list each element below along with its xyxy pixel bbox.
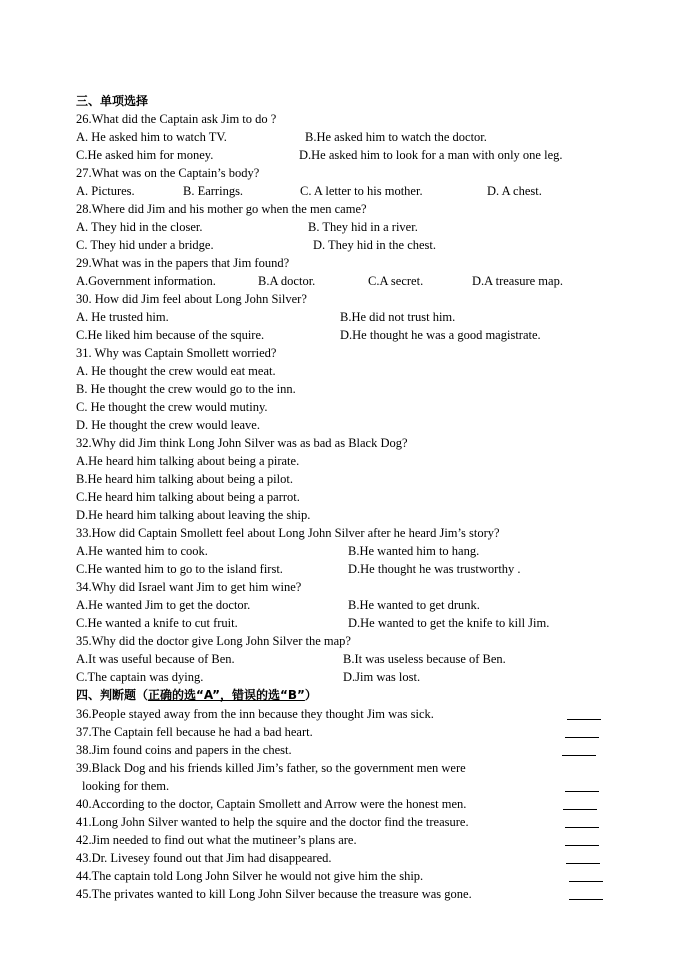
tf-item-39-continued: looking for them. — [82, 779, 170, 793]
question-32: 32.Why did Jim think Long John Silver was as bad as Black Dog? — [76, 436, 408, 450]
q27-option-b: B. Earrings. — [183, 184, 244, 198]
answer-blank-45[interactable] — [569, 899, 603, 900]
section-4-title-instruction: 正确的选“A”，错误的选“B” — [148, 688, 305, 702]
q33-option-b: B.He wanted him to hang. — [348, 544, 480, 558]
q35-option-b: B.It was useless because of Ben. — [343, 652, 506, 666]
q31-option-b: B. He thought the crew would go to the inn. — [76, 382, 296, 396]
tf-item-40: 40.According to the doctor, Captain Smollett and Arrow were the honest men. — [76, 797, 467, 811]
answer-blank-41[interactable] — [565, 827, 599, 828]
answer-blank-40[interactable] — [563, 809, 597, 810]
answer-blank-44[interactable] — [569, 881, 603, 882]
q32-option-a: A.He heard him talking about being a pirate. — [76, 454, 300, 468]
q29-option-d: D.A treasure map. — [472, 274, 563, 288]
answer-blank-42[interactable] — [565, 845, 599, 846]
q35-option-d: D.Jim was lost. — [343, 670, 421, 684]
q28-option-d: D. They hid in the chest. — [313, 238, 437, 252]
question-35: 35.Why did the doctor give Long John Silver the map? — [76, 634, 351, 648]
q35-option-c: C.The captain was dying. — [76, 670, 204, 684]
tf-item-44: 44.The captain told Long John Silver he would not give him the ship. — [76, 869, 424, 883]
q34-option-c: C.He wanted a knife to cut fruit. — [76, 616, 238, 630]
tf-item-36: 36.People stayed away from the inn because they thought Jim was sick. — [76, 707, 434, 721]
question-28: 28.Where did Jim and his mother go when the men came? — [76, 202, 367, 216]
section-4-title-suffix: ） — [304, 688, 317, 702]
tf-item-42: 42.Jim needed to find out what the mutineer’s plans are. — [76, 833, 357, 847]
q34-option-d: D.He wanted to get the knife to kill Jim. — [348, 616, 550, 630]
q27-option-a: A. Pictures. — [76, 184, 135, 198]
q33-option-d: D.He thought he was trustworthy . — [348, 562, 521, 576]
q34-option-b: B.He wanted to get drunk. — [348, 598, 480, 612]
question-26: 26.What did the Captain ask Jim to do ? — [76, 112, 277, 126]
q26-option-c: C.He asked him for money. — [76, 148, 214, 162]
question-33: 33.How did Captain Smollett feel about Long John Silver after he heard Jim’s story? — [76, 526, 500, 540]
question-34: 34.Why did Israel want Jim to get him wine? — [76, 580, 302, 594]
tf-item-38: 38.Jim found coins and papers in the chest. — [76, 743, 292, 757]
q33-option-a: A.He wanted him to cook. — [76, 544, 208, 558]
q31-option-c: C. He thought the crew would mutiny. — [76, 400, 268, 414]
q26-option-a: A. He asked him to watch TV. — [76, 130, 227, 144]
q30-option-d: D.He thought he was a good magistrate. — [340, 328, 541, 342]
q33-option-c: C.He wanted him to go to the island first. — [76, 562, 283, 576]
q26-option-d: D.He asked him to look for a man with only one leg. — [299, 148, 563, 162]
tf-item-45: 45.The privates wanted to kill Long John Silver because the treasure was gone. — [76, 887, 472, 901]
q27-option-d: D. A chest. — [487, 184, 542, 198]
q31-option-a: A. He thought the crew would eat meat. — [76, 364, 276, 378]
tf-item-39: 39.Black Dog and his friends killed Jim’s father, so the government men were — [76, 761, 466, 775]
tf-item-43: 43.Dr. Livesey found out that Jim had disappeared. — [76, 851, 332, 865]
q35-option-a: A.It was useful because of Ben. — [76, 652, 235, 666]
section-3-title: 三、单项选择 — [76, 94, 149, 108]
question-27: 27.What was on the Captain’s body? — [76, 166, 260, 180]
answer-blank-39[interactable] — [565, 791, 599, 792]
section-4-title — [76, 686, 317, 704]
question-31: 31. Why was Captain Smollett worried? — [76, 346, 277, 360]
q29-option-c: C.A secret. — [368, 274, 424, 288]
q30-option-b: B.He did not trust him. — [340, 310, 456, 324]
q28-option-a: A. They hid in the closer. — [76, 220, 203, 234]
q28-option-c: C. They hid under a bridge. — [76, 238, 214, 252]
q29-option-b: B.A doctor. — [258, 274, 316, 288]
q30-option-a: A. He trusted him. — [76, 310, 169, 324]
q31-option-d: D. He thought the crew would leave. — [76, 418, 260, 432]
question-29: 29.What was in the papers that Jim found? — [76, 256, 290, 270]
q27-option-c: C. A letter to his mother. — [300, 184, 423, 198]
q28-option-b: B. They hid in a river. — [308, 220, 418, 234]
q32-option-b: B.He heard him talking about being a pilot. — [76, 472, 293, 486]
answer-blank-37[interactable] — [565, 737, 599, 738]
q32-option-c: C.He heard him talking about being a parrot. — [76, 490, 300, 504]
q30-option-c: C.He liked him because of the squire. — [76, 328, 265, 342]
answer-blank-36[interactable] — [567, 719, 601, 720]
q29-option-a: A.Government information. — [76, 274, 216, 288]
q26-option-b: B.He asked him to watch the doctor. — [305, 130, 487, 144]
question-30: 30. How did Jim feel about Long John Silver? — [76, 292, 307, 306]
tf-item-41: 41.Long John Silver wanted to help the squire and the doctor find the treasure. — [76, 815, 469, 829]
q34-option-a: A.He wanted Jim to get the doctor. — [76, 598, 251, 612]
q32-option-d: D.He heard him talking about leaving the ship. — [76, 508, 311, 522]
tf-item-37: 37.The Captain fell because he had a bad heart. — [76, 725, 313, 739]
answer-blank-38[interactable] — [562, 755, 596, 756]
section-4-title-prefix: 四、判断题（ — [76, 688, 149, 702]
answer-blank-43[interactable] — [566, 863, 600, 864]
